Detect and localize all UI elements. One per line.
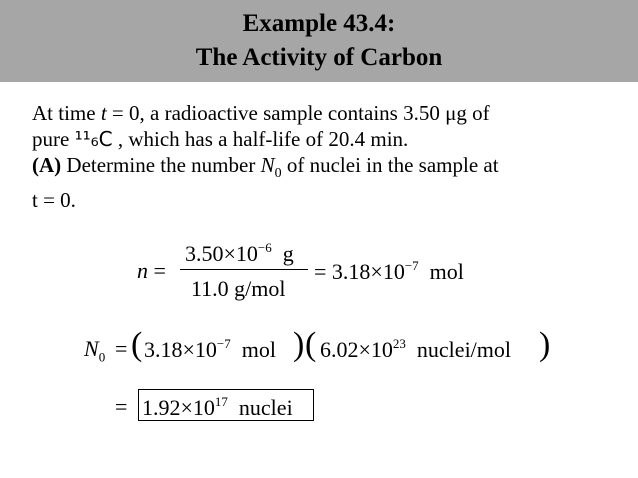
problem-line1: At time t = 0, a radioactive sample contains 3.50 μg of <box>32 101 490 125</box>
slide-header <box>0 0 638 82</box>
eq3-equals: = <box>115 394 128 419</box>
eq2-equals: = <box>115 336 128 361</box>
eq1-rhs: = $3.18\times 10^{-7}$ mol <box>314 258 464 284</box>
problem-line2: pure ¹¹₆C , which has a half-life of 20.4 min. <box>32 127 409 151</box>
eq2-product: ( $3.18\times 10^{-7}$ mol ) ( $6.02\times 10^{23}$ nuclei/mol ) <box>131 326 551 363</box>
eq2-lhs: $N_0$ <box>84 336 106 365</box>
slide-title-line2: The Activity of Carbon <box>195 44 443 71</box>
problem-statement <box>32 100 622 213</box>
eq1-numerator: $3.50\times 10^{-6}$ g <box>185 240 294 266</box>
problem-line4: t = 0. <box>32 188 76 213</box>
part-label: (A) <box>32 153 62 177</box>
eq3-result: $1.92\times 10^{17}$ nuclei <box>142 394 293 420</box>
eq1-denominator: 11.0 g/mol <box>191 276 286 301</box>
problem-line3: (A) Determine the number $N_0$ of nuclei in the sample at <box>32 153 499 182</box>
slide-title-line1: Example 43.4: <box>242 10 396 37</box>
eq1-fraction-bar <box>180 269 308 270</box>
carbon-isotope: ¹¹₆C <box>74 127 113 151</box>
eq1-lhs: n = <box>137 258 166 283</box>
